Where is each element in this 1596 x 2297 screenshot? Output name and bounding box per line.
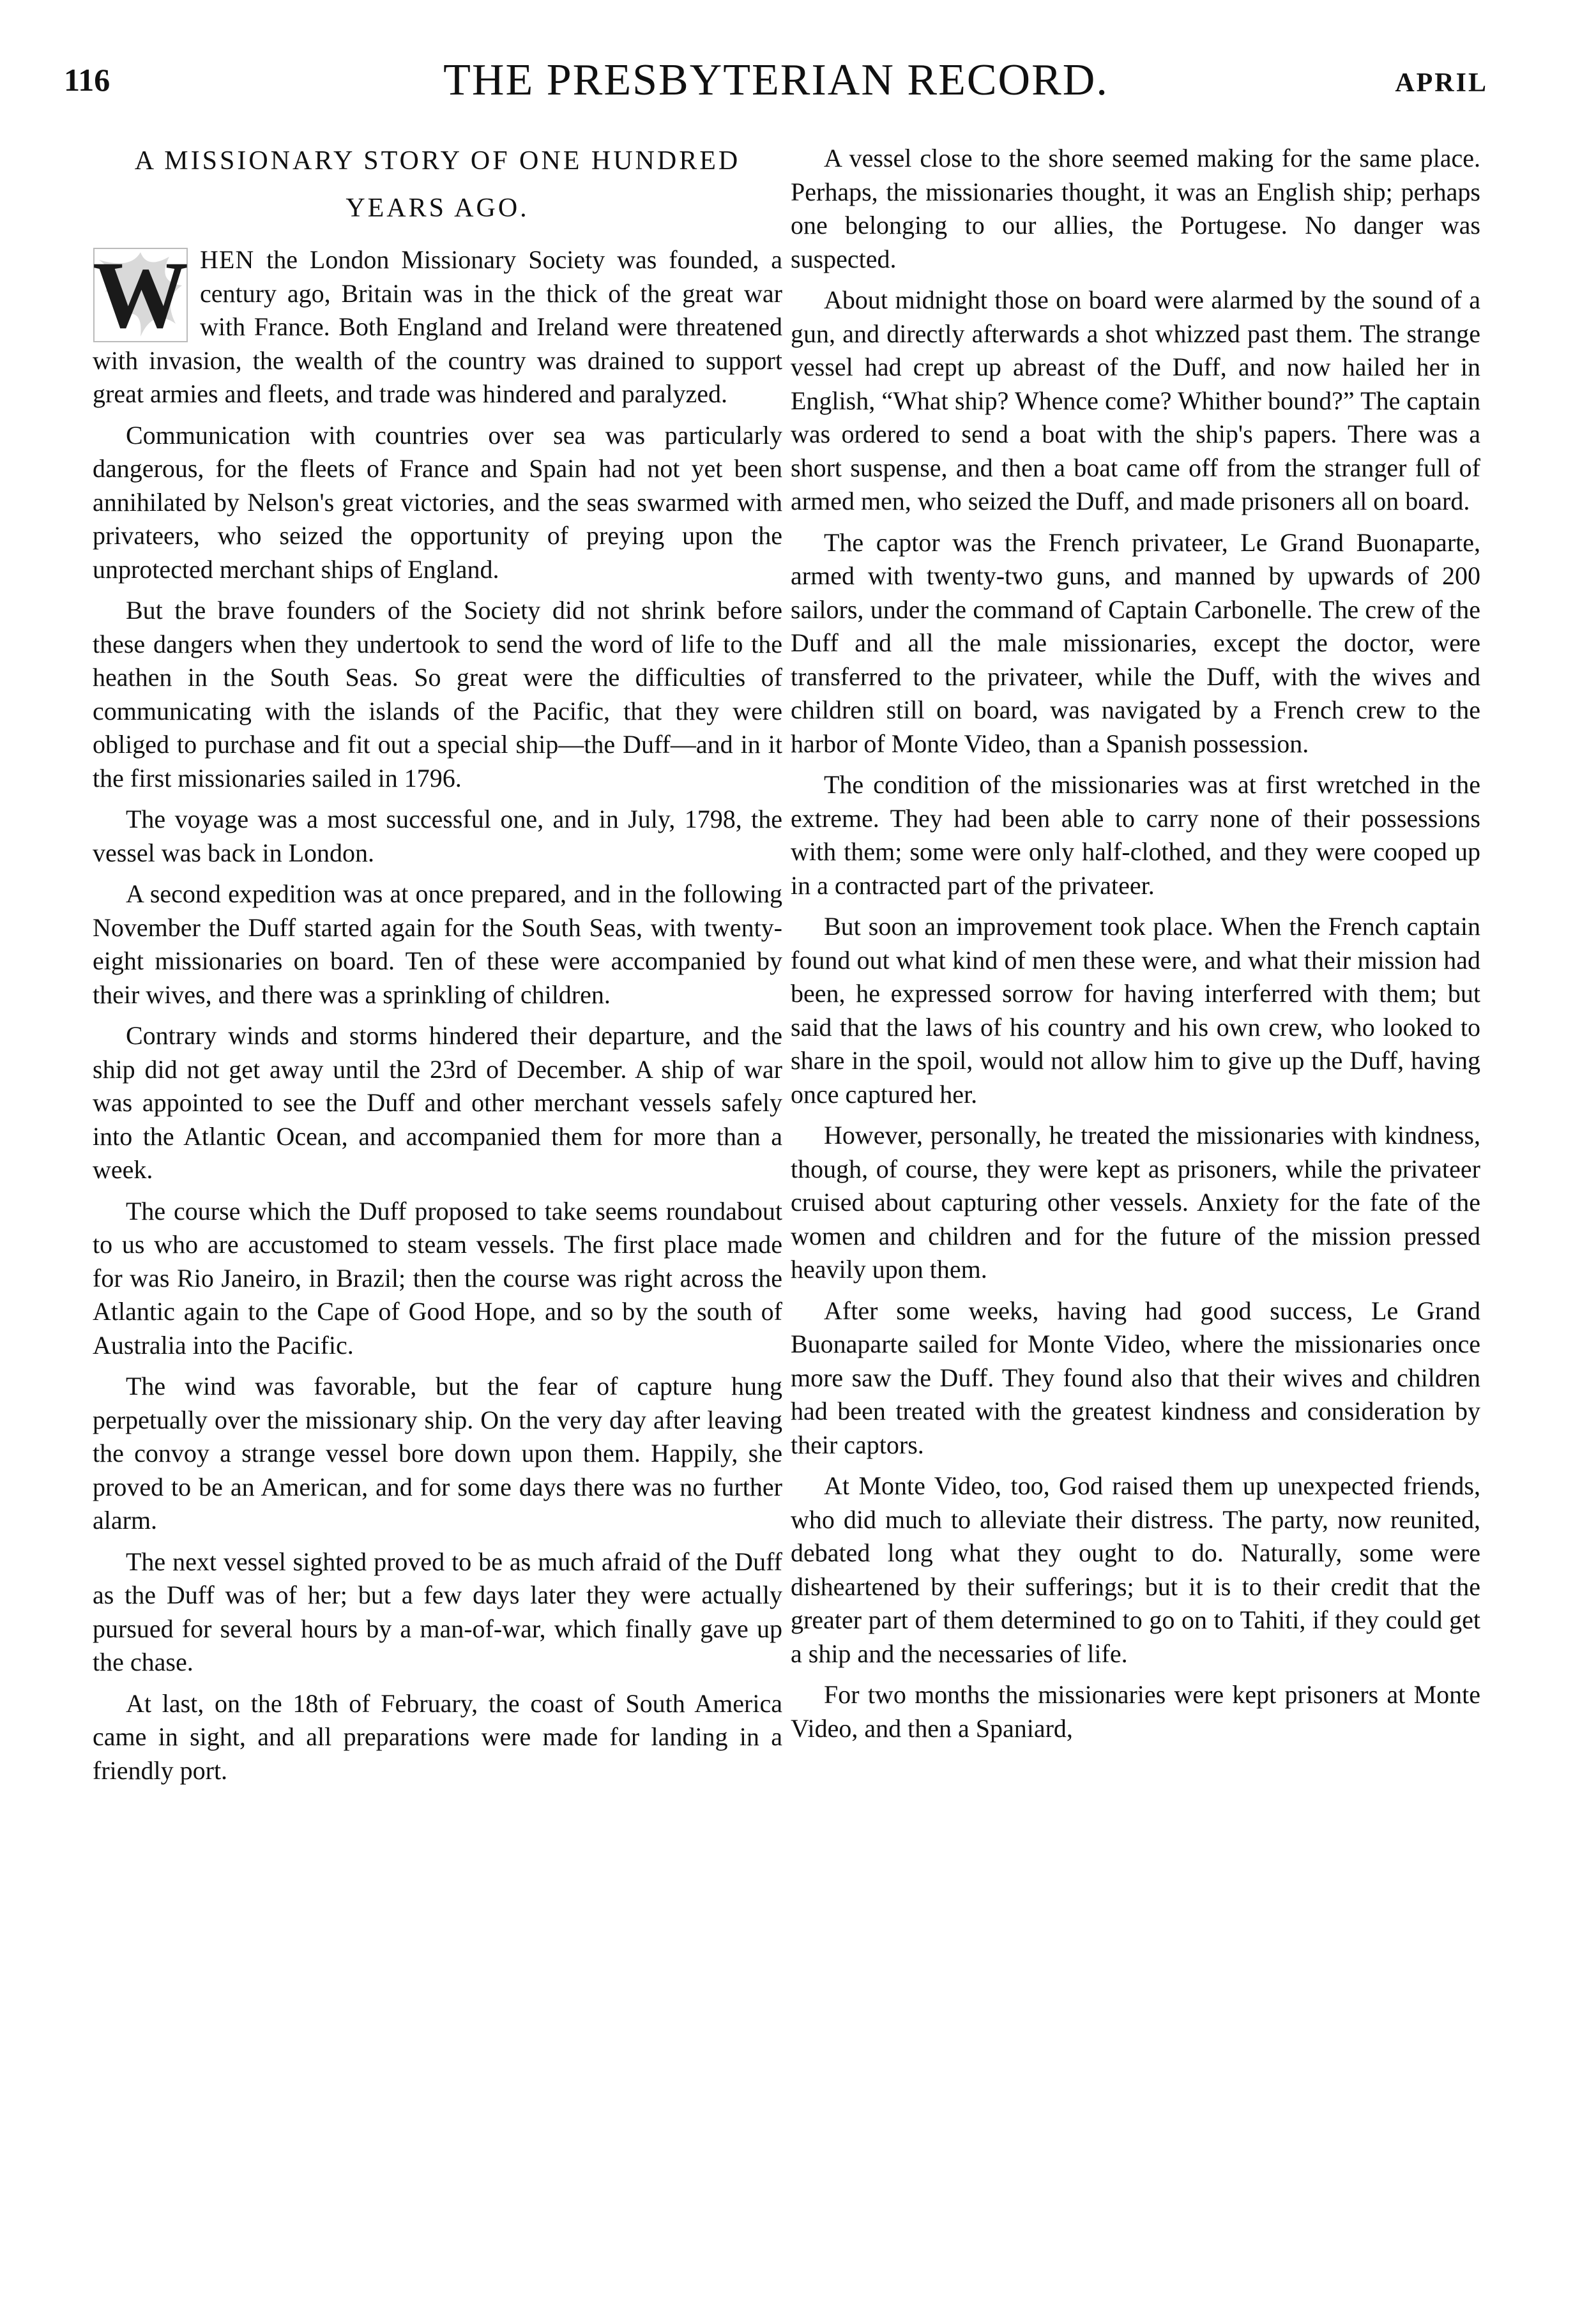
paragraph: The captor was the French privateer, Le Grand Buonaparte, armed with twenty-two guns, and manned by upwards of 200 sailors, under the command of Captain Carbonelle. The crew of the Duff and all the male missionaries, except the doctor, were transferred to the privateer, while the Duff, with the wives and children still on board, was navigated by a French crew to the harbor of Monte Video, than a Spanish possession. <box>791 527 1480 758</box>
paragraph: The course which the Duff proposed to take seems roundabout to us who are accustomed to steam vessels. The first place made for was Rio Janeiro, in Brazil; then the course was right across the Atlantic again to the Cape of Good Hope, and so by the south of Australia into the Pacific. <box>93 1196 782 1360</box>
article-title: A MISSIONARY STORY OF ONE HUNDRED YEARS AGO. <box>134 146 741 223</box>
right-column <box>791 142 1480 1753</box>
paragraph: However, personally, he treated the missionaries with kindness, though, of course, they were kept as prisoners, while the privateer cruised about capturing other vessels. Anxiety for the fate of the women and children and for the future of the mission pressed heavily upon them. <box>791 1121 1480 1284</box>
paragraph: The condition of the missionaries was at first wretched in the extreme. They had been able to carry none of their possessions with them; some were only half-clothed, and they were cooped up in a contracted part of the privateer. <box>791 770 1480 900</box>
publication-title: THE PRESBYTERIAN RECORD. <box>443 56 1109 105</box>
paragraph: A second expedition was at once prepared, and in the following November the Duff started again for the South Seas, with twenty-eight missionaries on board. Ten of these were accompanied by their wives, and there was a sprinkling of children. <box>93 879 782 1009</box>
paragraph <box>93 243 782 411</box>
dropcap-letter: W <box>93 242 188 348</box>
paragraph: The wind was favorable, but the fear of capture hung perpetually over the missionary ship. On the very day after leaving the convoy a strange vessel bore down upon them. Happily, she proved to be an American, and for some days there was no further alarm. <box>93 1372 782 1535</box>
paragraph: But soon an improvement took place. When the French captain found out what kind of men these were, and what their mission had been, he expressed sorrow for having interferred with them; but said that the laws of his country and his own crew, who looked to share in the spoil, would not allow him to give up the Duff, having once captured her. <box>791 912 1480 1109</box>
dropcap-ornament <box>93 242 188 348</box>
paragraph: At Monte Video, too, God raised them up unexpected friends, who did much to alleviate their distress. The party, now reunited, debated long what they ought to do. Naturally, some were disheartened by their sufferings; but it is to their credit that the greater part of them determined to go on to Tahiti, if they could get a ship and the necessaries of life. <box>791 1471 1480 1668</box>
issue-month: APRIL <box>1395 68 1488 98</box>
paragraph: For two months the missionaries were kept prisoners at Monte Video, and then a Spaniard, <box>791 1680 1480 1743</box>
page-number: 116 <box>64 62 110 98</box>
left-column <box>93 137 782 1795</box>
first-word: HEN <box>200 245 255 274</box>
paragraph: About midnight those on board were alarmed by the sound of a gun, and directly afterwards a shot whizzed past them. The strange vessel had crept up abreast of the Duff, and now hailed her in English, “What ship? Whence come? Whither bound?” The captain was ordered to send a boat with the ship's papers. There was a short suspense, and then a boat came off from the stranger full of armed men, who seized the Duff, and made prisoners all on board. <box>791 285 1480 515</box>
paragraph: After some weeks, having had good success, Le Grand Buonaparte sailed for Monte Video, where the missionaries once more saw the Duff. They found also that their wives and children had been treated with the greatest kindness and consideration by their captors. <box>791 1296 1480 1459</box>
paragraph: A vessel close to the shore seemed making for the same place. Perhaps, the missionaries thought, it was an English ship; perhaps one belonging to our allies, the Portugese. No danger was suspected. <box>791 144 1480 273</box>
paragraph: But the brave founders of the Society did not shrink before these dangers when they undertook to send the word of life to the heathen in the South Seas. So great were the difficulties of communicating with the islands of the Pacific, that they were obliged to purchase and fit out a special ship—the Duff—and in it the first missionaries sailed in 1796. <box>93 596 782 792</box>
paragraph: Contrary winds and storms hindered their departure, and the ship did not get away until the 23rd of December. A ship of war was appointed to see the Duff and other merchant vessels safely into the Atlantic Ocean, and accompanied them for more than a week. <box>93 1021 782 1184</box>
paragraph: At last, on the 18th of February, the coast of South America came in sight, and all preparations were made for landing in a friendly port. <box>93 1688 782 1785</box>
page-header <box>64 55 1488 112</box>
paragraph: Communication with countries over sea was particularly dangerous, for the fleets of France and Spain had not yet been annihilated by Nelson's great victories, and the seas swarmed with privateers, who seized the opportunity of preying upon the unprotected merchant ships of England. <box>93 420 782 584</box>
paragraph: The voyage was a most successful one, and in July, 1798, the vessel was back in London. <box>93 805 782 867</box>
paragraph-text: the London Missionary Society was founded, a century ago, Britain was in the thick of the great war with France. Both England and Ireland were threatened with invasion, the wealth of the country was drained to support great armies and fleets, and trade was hindered and paralyzed. <box>93 245 782 408</box>
paragraph: The next vessel sighted proved to be as much afraid of the Duff as the Duff was of her; but a few days later they were actually pursued for several hours by a man-of-war, which finally gave up the chase. <box>93 1547 782 1676</box>
